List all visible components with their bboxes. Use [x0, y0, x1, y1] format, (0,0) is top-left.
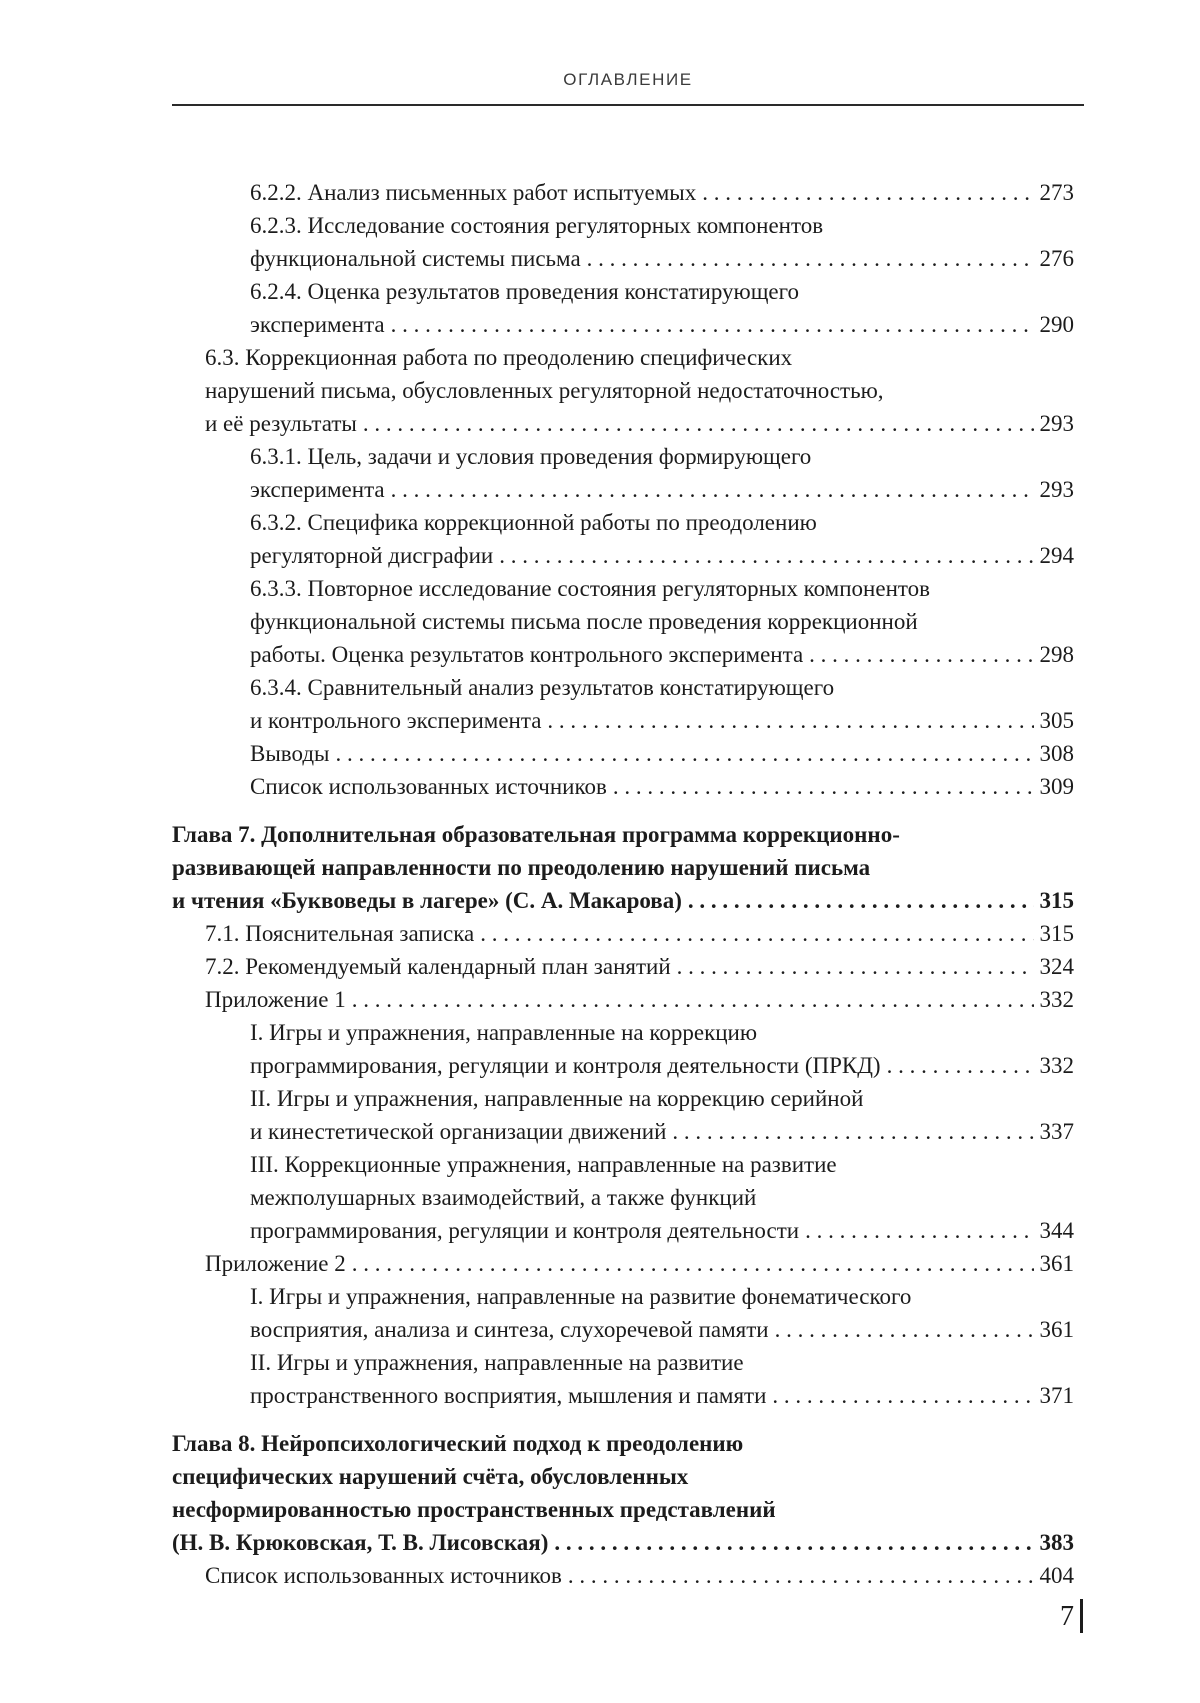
toc-entry-title-line: функциональной системы письма: [250, 246, 581, 271]
toc-entry-title-line: Выводы: [250, 741, 330, 766]
toc-page-number: 290: [1039, 312, 1074, 337]
toc-entry-title-line: 6.2.4. Оценка результатов проведения констатирующего: [250, 279, 799, 304]
toc-page-number: 293: [1039, 411, 1074, 436]
dot-leader: [587, 242, 1034, 275]
dot-leader: [352, 983, 1034, 1016]
toc-page-number: 344: [1039, 1218, 1074, 1243]
toc-entry-last-line: [172, 884, 1074, 917]
toc-section: [172, 1427, 1074, 1592]
toc-chapter-entry[interactable]: [172, 1427, 1074, 1559]
toc-entry-last-line: [250, 770, 1074, 803]
toc-entry-title-line: программирования, регуляции и контроля деятельности (ПРКД): [250, 1053, 881, 1078]
toc-entry-last-line: [250, 1379, 1074, 1412]
dot-leader: [672, 1115, 1033, 1148]
dot-leader: [809, 638, 1033, 671]
toc-page-number: 298: [1039, 642, 1074, 667]
toc-entry-last-line: [250, 1115, 1074, 1148]
toc-entry[interactable]: [172, 209, 1074, 275]
running-title: ОГЛАВЛЕНИЕ: [563, 70, 693, 89]
toc-page-number: 273: [1039, 180, 1074, 205]
toc-entry-title-line: работы. Оценка результатов контрольного эксперимента: [250, 642, 804, 667]
toc-entry-title-line: эксперимента: [250, 312, 385, 337]
toc-entry-title-line: Список использованных источников: [250, 774, 607, 799]
toc-section: [172, 818, 1074, 1412]
toc-entry-title-line: нарушений письма, обусловленных регуляторной недостаточностью,: [205, 378, 884, 403]
toc-entry[interactable]: [172, 275, 1074, 341]
toc-page-number: 305: [1039, 708, 1074, 733]
toc-entry-title-line: II. Игры и упражнения, направленные на коррекцию серийной: [250, 1086, 864, 1111]
dot-leader: [391, 473, 1034, 506]
dot-leader: [352, 1247, 1034, 1280]
toc-entry-last-line: [250, 242, 1074, 275]
toc-entry[interactable]: [172, 341, 1074, 440]
toc-page-number: 294: [1039, 543, 1074, 568]
toc-entry-last-line: [250, 308, 1074, 341]
dot-leader: [363, 407, 1034, 440]
toc-entry[interactable]: [172, 770, 1074, 803]
dot-leader: [547, 704, 1033, 737]
toc-entry-last-line: [205, 1247, 1074, 1280]
toc-entry-title-line: Список использованных источников: [205, 1563, 562, 1588]
toc-entry-last-line: [205, 950, 1074, 983]
toc-entry-last-line: [250, 1313, 1074, 1346]
toc-entry[interactable]: [172, 1016, 1074, 1082]
toc-entry-title-line: 7.2. Рекомендуемый календарный план занятий: [205, 954, 671, 979]
toc-entry-title-line: и кинестетической организации движений: [250, 1119, 667, 1144]
toc-page-number: 276: [1039, 246, 1074, 271]
toc-page-number: 315: [1039, 888, 1074, 913]
toc-entry-title-line: специфических нарушений счёта, обусловленных: [172, 1464, 689, 1489]
toc-entry[interactable]: [172, 983, 1074, 1016]
toc-entry[interactable]: [172, 1082, 1074, 1148]
dot-leader: [688, 884, 1034, 917]
toc-entry-title-line: регуляторной дисграфии: [250, 543, 494, 568]
toc-entry[interactable]: [172, 176, 1074, 209]
toc-entry-title-line: развивающей направленности по преодолению нарушений письма: [172, 855, 871, 880]
toc-entry-title-line: 6.3.3. Повторное исследование состояния регуляторных компонентов: [250, 576, 930, 601]
toc-entry-title-line: Глава 7. Дополнительная образовательная программа коррекционно-: [172, 822, 900, 847]
toc-page-number: 361: [1039, 1317, 1074, 1342]
toc-entry-title-line: 6.2.3. Исследование состояния регуляторных компонентов: [250, 213, 824, 238]
dot-leader: [702, 176, 1033, 209]
toc-entry-last-line: [172, 1526, 1074, 1559]
toc-entry-title-line: эксперимента: [250, 477, 385, 502]
toc-entry-title-line: 6.3.2. Специфика коррекционной работы по преодолению: [250, 510, 817, 535]
toc-entry-title-line: и контрольного эксперимента: [250, 708, 542, 733]
toc-section: [172, 176, 1074, 803]
toc-entry-title-line: I. Игры и упражнения, направленные на развитие фонематического: [250, 1284, 912, 1309]
table-of-contents: [172, 176, 1074, 1592]
toc-entry[interactable]: [172, 671, 1074, 737]
toc-entry-last-line: [250, 1049, 1074, 1082]
toc-page-number: 308: [1039, 741, 1074, 766]
toc-entry-last-line: [250, 539, 1074, 572]
toc-entry-title-line: II. Игры и упражнения, направленные на развитие: [250, 1350, 744, 1375]
dot-leader: [499, 539, 1033, 572]
toc-entry-title-line: несформированностью пространственных представлений: [172, 1497, 776, 1522]
toc-entry[interactable]: [172, 506, 1074, 572]
header-rule: [172, 104, 1084, 106]
dot-leader: [887, 1049, 1034, 1082]
toc-entry-last-line: [250, 737, 1074, 770]
toc-page-number: 383: [1039, 1530, 1074, 1555]
toc-entry-title-line: межполушарных взаимодействий, а также функций: [250, 1185, 757, 1210]
dot-leader: [336, 737, 1034, 770]
toc-entry-title-line: 6.2.2. Анализ письменных работ испытуемых: [250, 180, 697, 205]
toc-entry-title-line: 6.3. Коррекционная работа по преодолению специфических: [205, 345, 793, 370]
dot-leader: [613, 770, 1034, 803]
toc-entry[interactable]: [172, 737, 1074, 770]
toc-entry[interactable]: [172, 1346, 1074, 1412]
dot-leader: [772, 1379, 1033, 1412]
dot-leader: [775, 1313, 1034, 1346]
toc-entry[interactable]: [172, 1280, 1074, 1346]
toc-entry[interactable]: [172, 917, 1074, 950]
toc-page-number: 309: [1039, 774, 1074, 799]
toc-entry-title-line: III. Коррекционные упражнения, направленные на развитие: [250, 1152, 837, 1177]
toc-entry[interactable]: [172, 572, 1074, 671]
page-number-bar: [1080, 1599, 1083, 1633]
toc-entry-title-line: пространственного восприятия, мышления и памяти: [250, 1383, 767, 1408]
toc-page-number: 293: [1039, 477, 1074, 502]
toc-entry-title-line: 7.1. Пояснительная записка: [205, 921, 475, 946]
toc-page-number: 404: [1039, 1563, 1074, 1588]
toc-entry-title-line: Глава 8. Нейропсихологический подход к преодолению: [172, 1431, 744, 1456]
dot-leader: [554, 1526, 1033, 1559]
toc-page-number: 332: [1039, 1053, 1074, 1078]
toc-entry-title-line: Приложение 2: [205, 1251, 346, 1276]
toc-entry-last-line: [250, 473, 1074, 506]
toc-entry-title-line: 6.3.1. Цель, задачи и условия проведения формирующего: [250, 444, 812, 469]
dot-leader: [391, 308, 1034, 341]
toc-entry-last-line: [205, 407, 1074, 440]
toc-page-number: 324: [1039, 954, 1074, 979]
toc-entry-last-line: [250, 176, 1074, 209]
toc-entry-last-line: [250, 1214, 1074, 1247]
toc-entry-title-line: программирования, регуляции и контроля деятельности: [250, 1218, 800, 1243]
toc-entry-last-line: [250, 638, 1074, 671]
toc-page-number: 315: [1039, 921, 1074, 946]
toc-entry-title-line: Приложение 1: [205, 987, 346, 1012]
dot-leader: [805, 1214, 1033, 1247]
toc-entry[interactable]: [172, 1247, 1074, 1280]
toc-entry-title-line: 6.3.4. Сравнительный анализ результатов констатирующего: [250, 675, 835, 700]
toc-entry-title-line: восприятия, анализа и синтеза, слухоречевой памяти: [250, 1317, 769, 1342]
toc-page-number: 371: [1039, 1383, 1074, 1408]
toc-entry-title-line: (Н. В. Крюковская, Т. В. Лисовская): [172, 1530, 549, 1555]
toc-entry-title-line: и чтения «Буквоведы в лагере» (С. А. Макарова): [172, 888, 682, 913]
toc-entry-last-line: [205, 1559, 1074, 1592]
toc-entry-last-line: [205, 917, 1074, 950]
toc-page-number: 337: [1039, 1119, 1074, 1144]
toc-entry-last-line: [205, 983, 1074, 1016]
toc-entry-title-line: функциональной системы письма после проведения коррекционной: [250, 609, 918, 634]
toc-entry-title-line: I. Игры и упражнения, направленные на коррекцию: [250, 1020, 758, 1045]
toc-chapter-entry[interactable]: [172, 818, 1074, 917]
toc-entry[interactable]: [172, 1148, 1074, 1247]
dot-leader: [480, 917, 1033, 950]
toc-page-number: 332: [1039, 987, 1074, 1012]
toc-entry[interactable]: [172, 950, 1074, 983]
toc-page-number: 361: [1039, 1251, 1074, 1276]
page-number: 7: [1060, 1601, 1074, 1632]
toc-entry[interactable]: [172, 440, 1074, 506]
dot-leader: [677, 950, 1034, 983]
toc-entry[interactable]: [172, 1559, 1074, 1592]
toc-entry-title-line: и её результаты: [205, 411, 357, 436]
toc-entry-last-line: [250, 704, 1074, 737]
dot-leader: [568, 1559, 1034, 1592]
